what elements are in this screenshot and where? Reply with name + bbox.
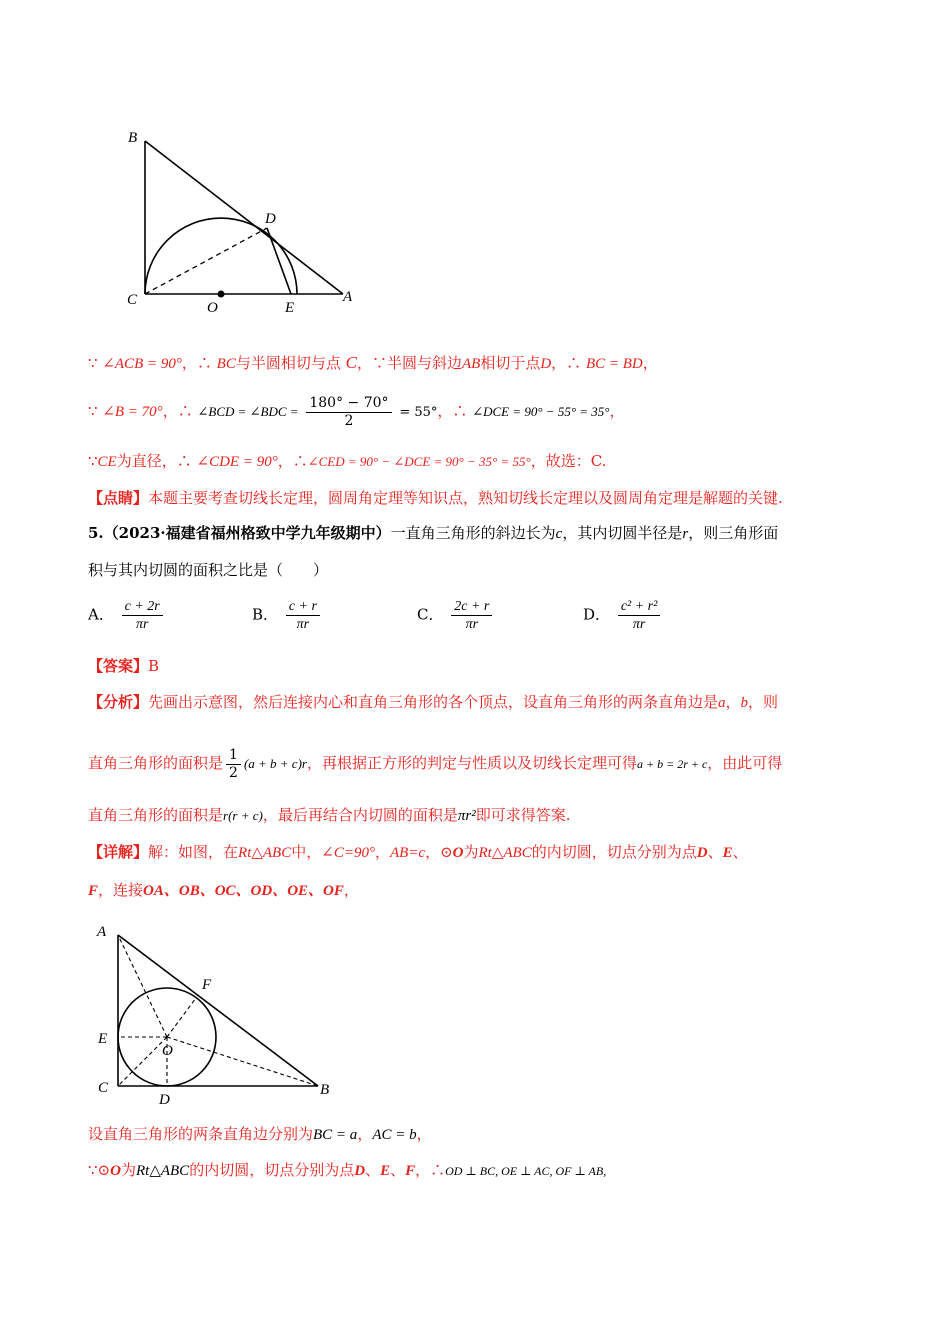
question-source: （2023·福建省福州格致中学九年级期中）: [103, 524, 391, 542]
text: ，连接: [98, 881, 144, 899]
segment-de: [267, 228, 291, 294]
label-d: D: [159, 1092, 170, 1108]
segment-of: [167, 998, 196, 1037]
text: ，: [416, 1125, 432, 1143]
dianjing-tag: 【点睛】: [88, 489, 149, 507]
text: 相切于点: [480, 354, 541, 372]
math-bc: BC: [216, 356, 236, 372]
label-c: C: [98, 1080, 109, 1096]
fraction: [306, 395, 391, 430]
solution-line-2: [88, 392, 625, 432]
text: 即可求得答案.: [475, 806, 571, 824]
set-line: [88, 1124, 432, 1145]
math-expr-area: (a + b + c)r: [243, 756, 307, 771]
math-angle-dce: ∠DCE = 90° − 55° = 35°: [472, 404, 610, 419]
text: 、: [732, 843, 748, 861]
math-b: b: [740, 695, 749, 711]
label-b: B: [320, 1082, 330, 1098]
option-fraction: [618, 598, 661, 633]
text: ，则: [748, 693, 779, 711]
option-letter: A．: [88, 605, 114, 624]
segment-ab: [118, 935, 318, 1086]
text: 积与其内切圆的面积之比是（ ）: [88, 561, 329, 579]
text: 直角三角形的面积是: [88, 754, 224, 772]
question-5-line-1: [88, 523, 778, 544]
label-a: A: [343, 289, 353, 305]
detail-line-1: [88, 842, 748, 863]
math-c: c: [555, 526, 563, 542]
option-a[interactable]: [88, 598, 166, 633]
answer-tag: 【答案】: [88, 657, 149, 675]
math-angle-ced: ∠CED = 90° − ∠DCE = 90° − 35° = 55°: [307, 454, 531, 469]
math-o: O: [110, 1163, 121, 1179]
math-o: O: [452, 845, 464, 861]
answer-line: [88, 656, 159, 676]
math-f: F: [405, 1163, 416, 1179]
detail-tag: 【详解】: [88, 843, 149, 861]
label-e: E: [98, 1031, 108, 1047]
denominator: πr: [296, 617, 310, 632]
text: ，故选：C.: [530, 452, 607, 470]
label-d: D: [265, 211, 276, 227]
segment-ba: [145, 141, 343, 294]
math-bc-bd: BC = BD: [585, 356, 643, 372]
label-e: E: [285, 300, 295, 316]
label-a: A: [97, 924, 107, 940]
dianjing-text: 本题主要考查切线长定理，圆周角定理等知识点，熟知切线长定理以及圆周角定理是解题的关键.: [148, 489, 783, 507]
numerator: c² + r²: [618, 598, 661, 616]
text: 为: [120, 1161, 136, 1179]
math-ce: CE: [97, 454, 117, 470]
label-c: C: [127, 292, 138, 308]
text: ，⊙: [425, 843, 453, 861]
numerator: 2c + r: [451, 598, 492, 616]
text: 为: [463, 843, 479, 861]
math-ab: AB: [461, 356, 481, 372]
math-segments: OA、OB、OC、OD、OE、OF: [143, 883, 344, 899]
question-5-line-2: [88, 560, 328, 580]
math-angle-c: ∠C=90°: [321, 845, 375, 861]
text: 为直径，∴: [116, 452, 192, 470]
math-rt-abc: Rt△ABC: [478, 845, 532, 861]
because-symbol: ∵: [88, 354, 98, 372]
option-d[interactable]: [583, 598, 663, 633]
analysis-line-1: [88, 692, 778, 713]
text: ，∴: [162, 402, 193, 420]
text: ∵⊙: [88, 1161, 111, 1179]
solution-line-1: [88, 353, 658, 374]
math-angle-cde: ∠CDE = 90°: [196, 454, 278, 470]
text: ，最后再结合内切圆的面积是: [262, 806, 458, 824]
denominator: 2: [229, 764, 238, 781]
math-rt-abc: Rt△ABC: [238, 845, 292, 861]
analysis-line-3: [88, 805, 571, 826]
option-letter: B．: [252, 605, 279, 624]
text: ，∴: [277, 452, 308, 470]
math-expr-rrc: r(r + c): [223, 808, 263, 823]
math-perpendiculars: OD ⊥ BC, OE ⊥ AC, OF ⊥ AB,: [445, 1164, 607, 1178]
text: ，: [609, 402, 625, 420]
segment-ob: [167, 1037, 318, 1086]
numerator: c + r: [286, 598, 320, 616]
because-symbol: ∵: [88, 452, 98, 470]
math-e: E: [722, 845, 733, 861]
text: ，∴: [551, 354, 582, 372]
label-o: O: [162, 1043, 173, 1059]
text: ，: [374, 843, 390, 861]
text: ，∵半圆与斜边: [356, 354, 462, 372]
detail-line-2: [88, 880, 359, 901]
math-expr-sum: a + b = 2r + c: [637, 757, 708, 771]
text: 、: [365, 1161, 381, 1179]
math-rt-abc: Rt△ABC: [135, 1163, 190, 1179]
denominator: πr: [465, 617, 479, 632]
math-d: D: [354, 1163, 366, 1179]
math-d: D: [540, 356, 552, 372]
text: ，由此可得: [707, 754, 783, 772]
text: ，再根据正方形的判定与性质以及切线长定理可得: [306, 754, 637, 772]
dianjing-line: [88, 488, 783, 508]
question-number: 5.: [88, 524, 104, 542]
option-letter: C．: [417, 605, 444, 624]
last-line: [88, 1160, 606, 1181]
label-f: F: [202, 977, 212, 993]
text: 、: [390, 1161, 406, 1179]
segment-oa: [118, 935, 167, 1037]
answer-value: B: [148, 657, 160, 675]
option-fraction: [122, 598, 163, 633]
option-c[interactable]: [417, 598, 495, 633]
fraction-half: [226, 747, 241, 782]
text: ，其内切圆半径是: [562, 524, 683, 542]
option-fraction: [286, 598, 320, 633]
text: 中，: [291, 843, 322, 861]
segment-cd-dashed: [145, 228, 267, 294]
figure-semicircle-triangle: [115, 118, 375, 323]
solution-line-3: [88, 451, 606, 472]
denominator: πr: [632, 617, 646, 632]
math-e: E: [380, 1163, 391, 1179]
text: ，∴: [415, 1161, 446, 1179]
math-result: = 55°: [399, 405, 438, 420]
math-ac-b: AC = b: [372, 1127, 417, 1143]
option-fraction: [451, 598, 492, 633]
math-angle-bcd: ∠BCD = ∠BDC =: [197, 404, 299, 419]
numerator: c + 2r: [122, 598, 163, 616]
text: ，: [725, 693, 741, 711]
numerator: 1: [226, 747, 241, 765]
semicircle-arc: [145, 218, 297, 294]
option-b[interactable]: [252, 598, 323, 633]
math-expr-pir2: πr²: [457, 808, 476, 824]
text: 与半圆相切与点: [235, 354, 341, 372]
text: 的内切圆，切点分别为点: [531, 843, 697, 861]
option-letter: D．: [583, 605, 611, 624]
text: 先画出示意图，然后连接内心和直角三角形的各个顶点，设直角三角形的两条直角边是: [148, 693, 719, 711]
math-a: a: [718, 695, 726, 711]
math-r: r: [682, 526, 689, 542]
denominator: 2: [344, 412, 354, 429]
text: ，∴: [437, 402, 468, 420]
text: 一直角三角形的斜边长为: [390, 524, 556, 542]
text: 、: [707, 843, 723, 861]
math-angle-acb: ∠ACB = 90°: [102, 356, 182, 372]
text: ，: [357, 1125, 373, 1143]
math-f: F: [88, 883, 99, 899]
math-ab-c: AB=c: [389, 845, 426, 861]
label-o: O: [207, 300, 218, 316]
text: 直角三角形的面积是: [88, 806, 224, 824]
math-angle-b: ∠B = 70°: [102, 404, 163, 420]
math-bc-a: BC = a: [313, 1127, 358, 1143]
figure-incircle-triangle: [92, 918, 352, 1108]
text: 的内切圆，切点分别为点: [189, 1161, 355, 1179]
text: ，则三角形面: [688, 524, 779, 542]
math-c: C: [345, 353, 357, 372]
text: ，∴: [181, 354, 212, 372]
denominator: πr: [135, 617, 149, 632]
analysis-tag: 【分析】: [88, 693, 149, 711]
math-d: D: [696, 845, 708, 861]
analysis-line-2: [88, 738, 782, 789]
text: ，: [343, 881, 359, 899]
numerator: 180° − 70°: [306, 395, 391, 413]
label-b: B: [128, 130, 138, 146]
because-symbol: ∵: [88, 402, 98, 420]
text: ，: [642, 354, 658, 372]
text: 设直角三角形的两条直角边分别为: [88, 1125, 314, 1143]
text: 解：如图，在: [148, 843, 239, 861]
center-point-o: [218, 291, 225, 298]
